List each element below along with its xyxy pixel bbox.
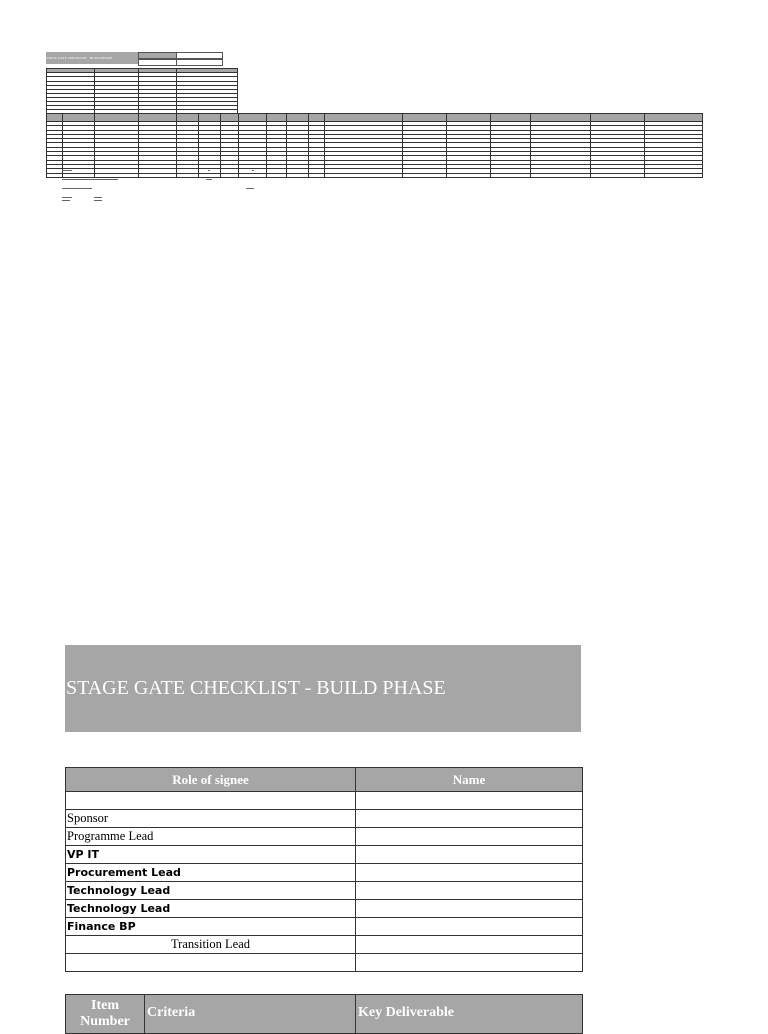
name-cell[interactable] (356, 882, 583, 900)
thumbnail-note (62, 197, 72, 199)
table-row (66, 828, 583, 846)
name-cell[interactable] (356, 936, 583, 954)
column-header-item-number: Item Number (66, 995, 145, 1034)
role-cell[interactable]: Technology Lead (66, 882, 356, 900)
thumbnail-note (94, 197, 102, 199)
table-row (66, 900, 583, 918)
page-title: STAGE GATE CHECKLIST - BUILD PHASE (65, 645, 581, 732)
thumbnail-note (62, 179, 118, 181)
thumbnail-note (62, 200, 70, 202)
name-cell[interactable] (356, 864, 583, 882)
table-row (66, 864, 583, 882)
thumbnail-note (252, 170, 254, 172)
criteria-header-row (66, 995, 583, 1034)
name-cell[interactable] (356, 900, 583, 918)
thumbnail-field (176, 52, 223, 59)
name-cell[interactable] (356, 810, 583, 828)
role-cell[interactable]: VP IT (66, 846, 356, 864)
role-cell[interactable]: Programme Lead (66, 828, 356, 846)
column-header-key-deliverable: Key Deliverable (356, 995, 583, 1034)
role-cell[interactable]: Technology Lead (66, 900, 356, 918)
table-row (66, 846, 583, 864)
role-cell[interactable]: Finance BP (66, 918, 356, 936)
thumbnail-title: STAGE GATE CHECKLIST - BUILD PHASE (46, 52, 138, 64)
table-row (66, 792, 583, 810)
role-cell[interactable] (66, 954, 356, 972)
thumbnail-criteria-table (46, 113, 703, 178)
role-cell[interactable]: Procurement Lead (66, 864, 356, 882)
thumbnail-field (176, 59, 223, 66)
column-header-name: Name (356, 768, 583, 792)
column-header-criteria: Criteria (145, 995, 356, 1034)
role-cell[interactable]: Sponsor (66, 810, 356, 828)
thumbnail-field (138, 59, 178, 66)
thumbnail-note (206, 179, 212, 181)
name-cell[interactable] (356, 846, 583, 864)
signee-table (65, 767, 583, 972)
thumbnail-note (246, 188, 254, 190)
thumbnail-note (94, 200, 102, 202)
thumbnail-note (62, 170, 72, 172)
thumbnail-field (138, 52, 178, 59)
name-cell[interactable] (356, 792, 583, 810)
table-row (66, 918, 583, 936)
criteria-table (65, 994, 583, 1034)
table-row (66, 936, 583, 954)
name-cell[interactable] (356, 954, 583, 972)
table-row (66, 882, 583, 900)
column-header-role: Role of signee (66, 768, 356, 792)
signee-header-row (66, 768, 583, 792)
role-cell[interactable]: Transition Lead (66, 936, 356, 954)
name-cell[interactable] (356, 828, 583, 846)
thumbnail-note (62, 188, 92, 190)
role-cell[interactable] (66, 792, 356, 810)
table-row (66, 810, 583, 828)
sheet-thumbnail (46, 52, 702, 212)
thumbnail-note (208, 170, 210, 172)
table-row (66, 954, 583, 972)
thumbnail-signee-table (46, 68, 238, 118)
name-cell[interactable] (356, 918, 583, 936)
